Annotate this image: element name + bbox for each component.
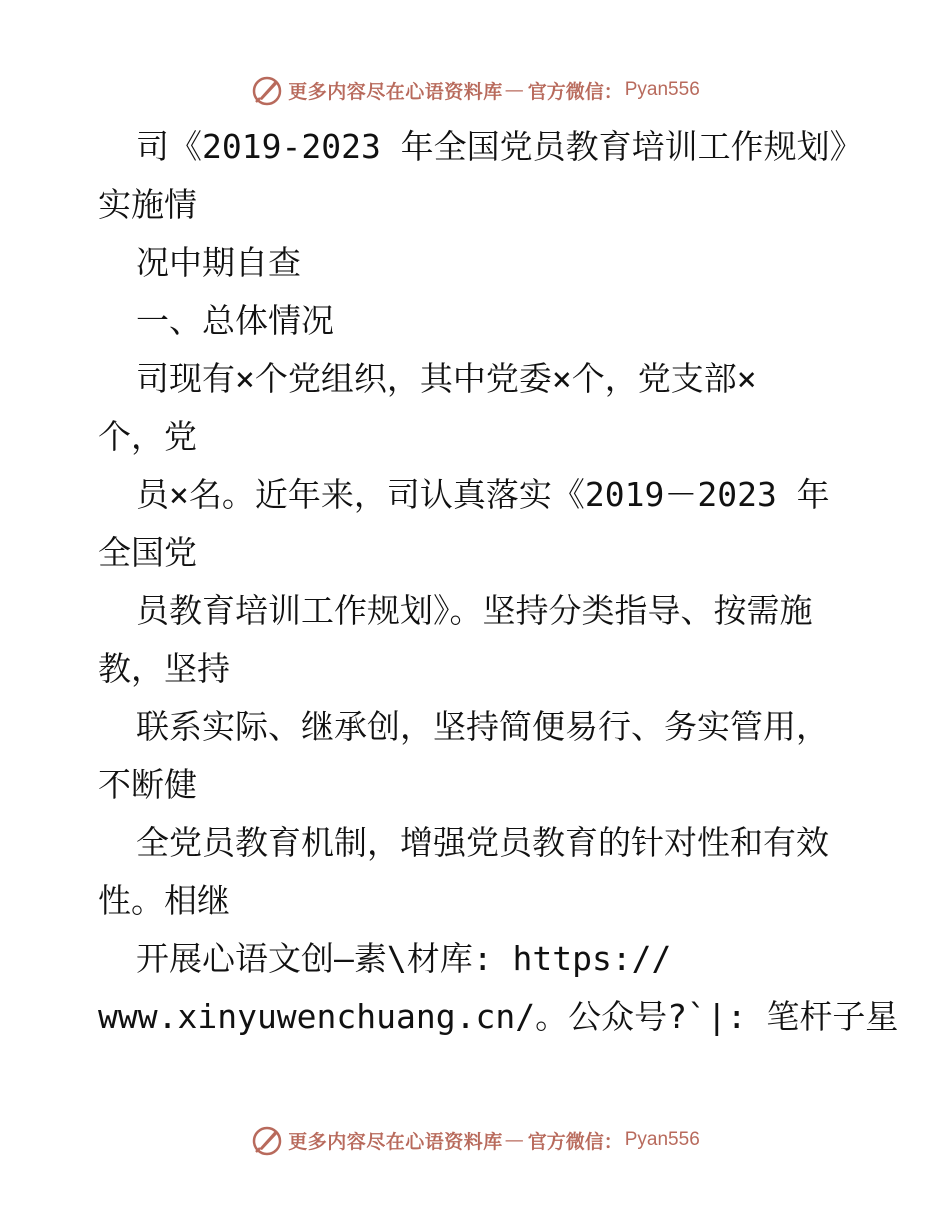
text-line: 联系实际、继承创，坚持简便易行、务实管用，	[136, 707, 829, 746]
footer-banner	[0, 1120, 950, 1160]
text-line: www.xinyuwenchuang.cn/。公众号?`|: 笔杆子星	[98, 997, 899, 1036]
section-heading: 一、总体情况	[136, 301, 334, 340]
text-line: 不断健	[98, 765, 197, 804]
header-banner	[0, 70, 950, 110]
text-line: 员教育培训工作规划》。坚持分类指导、按需施	[136, 591, 813, 630]
banner-separator: —	[504, 79, 524, 101]
quill-logo-icon	[250, 1123, 284, 1157]
text-line: 司现有×个党组织，其中党委×个，党支部×	[136, 359, 757, 398]
banner-wechat-id: Pyan556	[624, 1129, 700, 1150]
text-line: 个，党	[98, 417, 197, 456]
text-line: 司《2019-2023 年全国党员教育培训工作规划》	[136, 127, 863, 166]
text-line: 全党员教育机制，增强党员教育的针对性和有效	[136, 823, 829, 862]
banner-wechat-label: 官方微信：	[527, 80, 623, 103]
text-line: 实施情	[98, 185, 197, 224]
text-line: 员×名。近年来，司认真落实《2019－2023 年	[136, 475, 830, 514]
quill-logo-icon	[250, 73, 284, 107]
text-line: 况中期自查	[136, 243, 301, 282]
text-line: 教，坚持	[98, 649, 230, 688]
banner-wechat-id: Pyan556	[624, 79, 700, 100]
banner-separator: —	[504, 1129, 524, 1151]
text-line: 性。相继	[98, 881, 230, 920]
banner-wechat-label: 官方微信：	[527, 1130, 623, 1153]
banner-text: 更多内容尽在心语资料库	[288, 80, 503, 103]
text-line: 开展心语文创—素\材库: https://	[136, 939, 672, 978]
text-line: 全国党	[98, 533, 197, 572]
banner-text: 更多内容尽在心语资料库	[288, 1130, 503, 1153]
